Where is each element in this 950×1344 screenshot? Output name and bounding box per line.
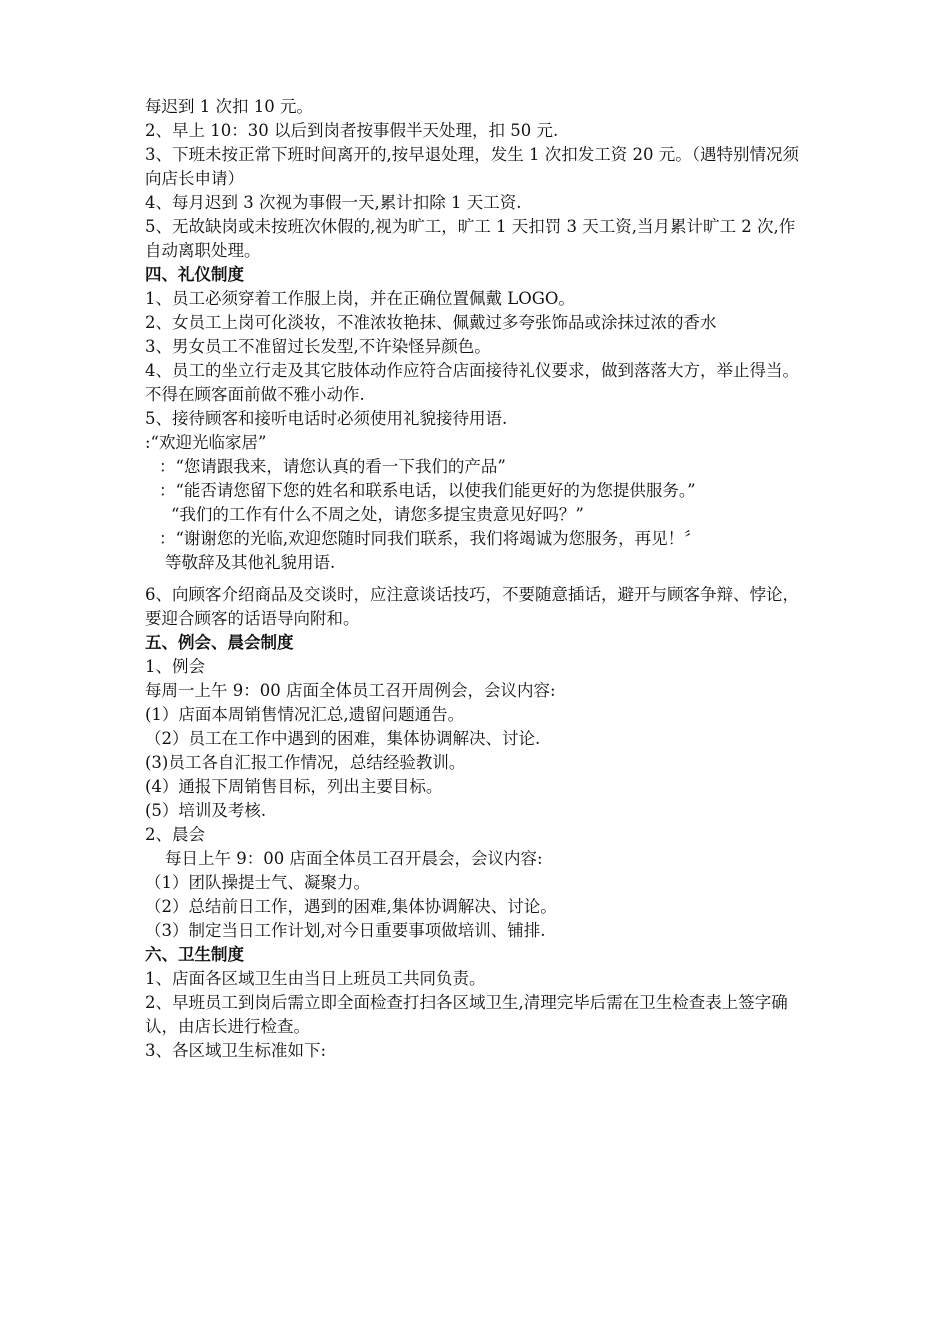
list-item: （2）总结前日工作，遇到的困难,集体协调解决、讨论。 — [145, 897, 557, 916]
paragraph-late-penalty: 每迟到 1 次扣 10 元。 — [145, 97, 313, 116]
paragraph-etiquette-2: 2、女员工上岗可化淡妆，不准浓妆艳抹、佩戴过多夸张饰品或涂抹过浓的香水 — [145, 313, 717, 332]
list-item: （1）团队操提士气、凝聚力。 — [145, 873, 370, 892]
paragraph-etiquette-1: 1、员工必须穿着工作服上岗，并在正确位置佩戴 LOGO。 — [145, 289, 575, 308]
greeting-phrase-1: :“欢迎光临家居” — [145, 433, 267, 452]
greeting-phrase-2: ：“您请跟我来，请您认真的看一下我们的产品” — [159, 457, 506, 476]
paragraph-rule-4: 4、每月迟到 3 次视为事假一天,累计扣除 1 天工资. — [145, 193, 522, 212]
section-heading-meetings: 五、例会、晨会制度 — [145, 633, 294, 652]
paragraph-hygiene-3: 3、各区域卫生标准如下: — [145, 1041, 327, 1060]
subheading-morning-meeting: 2、晨会 — [145, 825, 205, 844]
paragraph-hygiene-1: 1、店面各区域卫生由当日上班员工共同负责。 — [145, 969, 486, 988]
list-item: （2）员工在工作中遇到的困难，集体协调解决、讨论. — [145, 729, 541, 748]
list-item: （3）制定当日工作计划,对今日重要事项做培训、铺排. — [145, 921, 546, 940]
paragraph-rule-2: 2、早上 10：30 以后到岗者按事假半天处理，扣 50 元. — [145, 121, 559, 140]
list-item: (1）店面本周销售情况汇总,遗留问题通告。 — [145, 705, 465, 724]
paragraph-rule-3: 3、下班未按正常下班时间离开的,按早退处理，发生 1 次扣发工资 20 元。（遇特别情况须向店长申请） — [145, 145, 799, 188]
section-heading-etiquette: 四、礼仪制度 — [145, 265, 244, 284]
document-body — [145, 95, 810, 1063]
paragraph-etiquette-6: 6、向顾客介绍商品及交谈时，应注意谈话技巧，不要随意插话，避开与顾客争辩、悖论，要迎合顾客的话语导向附和。 — [145, 585, 799, 628]
paragraph-etiquette-3: 3、男女员工不准留过长发型,不许染怪异颜色。 — [145, 337, 491, 356]
greeting-phrase-5: ：“谢谢您的光临,欢迎您随时同我们联系，我们将竭诚为您服务，再见！〞 — [159, 529, 701, 548]
paragraph-morning-meeting: 每日上午 9：00 店面全体员工召开晨会，会议内容: — [165, 849, 543, 868]
subheading-weekly-meeting: 1、例会 — [145, 657, 205, 676]
section-heading-hygiene: 六、卫生制度 — [145, 945, 244, 964]
paragraph-etiquette-4: 4、员工的坐立行走及其它肢体动作应符合店面接待礼仪要求，做到落落大方，举止得当。不得在顾客面前做不雅小动作. — [145, 361, 799, 404]
list-item: (3)员工各自汇报工作情况，总结经验教训。 — [145, 753, 466, 772]
paragraph-hygiene-2: 2、早班员工到岗后需立即全面检查打扫各区域卫生,清理完毕后需在卫生检查表上签字确认，由店长进行检查。 — [145, 993, 788, 1036]
paragraph-weekly-meeting: 每周一上午 9：00 店面全体员工召开周例会，会议内容: — [145, 681, 556, 700]
list-item: (5）培训及考核. — [145, 801, 267, 820]
greeting-phrase-4: “我们的工作有什么不周之处，请您多提宝贵意见好吗？” — [171, 505, 584, 524]
greeting-phrase-3: ：“能否请您留下您的姓名和联系电话，以使我们能更好的为您提供服务。” — [159, 481, 696, 500]
paragraph-etiquette-5: 5、接待顾客和接听电话时必须使用礼貌接待用语. — [145, 409, 508, 428]
list-item: (4）通报下周销售目标，列出主要目标。 — [145, 777, 443, 796]
greeting-phrase-6: 等敬辞及其他礼貌用语. — [165, 553, 336, 572]
paragraph-rule-5: 5、无故缺岗或未按班次休假的,视为旷工，旷工 1 天扣罚 3 天工资,当月累计旷工 2 次,作自动离职处理。 — [145, 217, 796, 260]
